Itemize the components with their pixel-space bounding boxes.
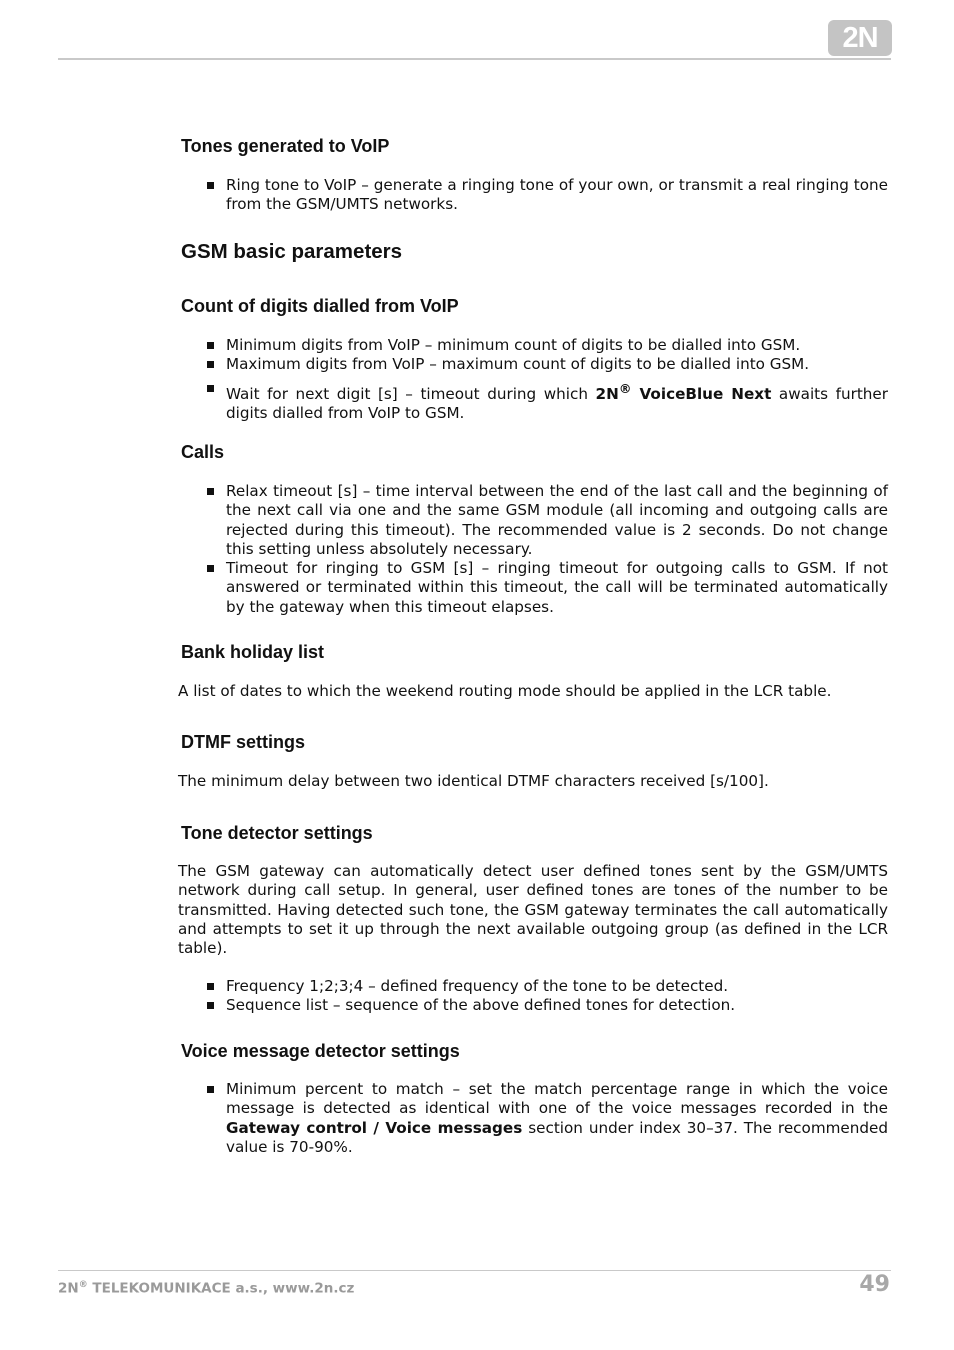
registered-mark: ® (78, 1280, 88, 1290)
bullet-icon (207, 1002, 214, 1009)
list-digits (178, 336, 888, 423)
product-name: VoiceBlue Next (631, 384, 772, 403)
bullet-icon (207, 385, 214, 392)
paragraph-dtmf: The minimum delay between two identical DTMF characters received [s/100]. (178, 772, 769, 790)
bullet-icon (207, 565, 214, 572)
heading-bank-holiday-list: Bank holiday list (181, 642, 325, 662)
list-item: Ring tone to VoIP – generate a ringing tone of your own, or transmit a real ringing tone from the GSM/UMTS networks. (178, 176, 888, 215)
list-item: Maximum digits from VoIP – maximum count of digits to be dialled into GSM. (178, 355, 888, 374)
company-logo: 2N (828, 20, 892, 56)
heading-tone-detector-settings: Tone detector settings (181, 823, 373, 843)
paragraph-tone-detector: The GSM gateway can automatically detect user defined tones sent by the GSM/UMTS network during call setup. In general, user defined tones are tones of the number to be transmitted. Having detected such tone, the GSM gateway terminates the call automatically and attempts to set it up through the next available outgoing group (as defined in the LCR table). (178, 862, 888, 958)
list-item: Wait for next digit [s] – timeout during which 2N® VoiceBlue Next awaits further digits dialled from VoIP to GSM. (178, 379, 888, 424)
footer-divider (58, 1270, 891, 1271)
bullet-icon (207, 983, 214, 990)
list-item: Timeout for ringing to GSM [s] – ringing timeout for outgoing calls to GSM. If not answered or terminated within this timeout, the call will be terminated automatically by the gateway when this timeout elapses. (178, 559, 888, 617)
list-item: Minimum digits from VoIP – minimum count of digits to be dialled into GSM. (178, 336, 888, 355)
list-tone-detector (178, 977, 888, 1016)
bullet-icon (207, 342, 214, 349)
list-item: Sequence list – sequence of the above defined tones for detection. (178, 996, 888, 1015)
heading-gsm-basic-parameters: GSM basic parameters (181, 240, 403, 263)
registered-mark: ® (618, 380, 632, 396)
list-calls (178, 482, 888, 617)
bullet-icon (207, 361, 214, 368)
page-number: 49 (859, 1272, 890, 1297)
list-voice (178, 1080, 888, 1157)
bullet-icon (207, 182, 214, 189)
paragraph-bank-holiday: A list of dates to which the weekend routing mode should be applied in the LCR table. (178, 682, 832, 700)
heading-count-of-digits: Count of digits dialled from VoIP (181, 296, 459, 316)
bullet-icon (207, 488, 214, 495)
list-item: Relax timeout [s] – time interval between the end of the last call and the beginning of the next call via one and the same GSM module (all incoming and outgoing calls are rejected during this timeout). The recommended value is 2 seconds. Do not change this setting unless absolutely necessary. (178, 482, 888, 559)
heading-voice-message-detector: Voice message detector settings (181, 1041, 460, 1061)
footer-company: 2N® TELEKOMUNIKACE a.s., www.2n.cz (58, 1280, 355, 1297)
heading-calls: Calls (181, 442, 225, 462)
bullet-icon (207, 1086, 214, 1093)
brand-name: 2N (595, 384, 619, 403)
list-tones (178, 176, 888, 215)
heading-tones-to-voip: Tones generated to VoIP (181, 136, 390, 156)
heading-dtmf-settings: DTMF settings (181, 732, 305, 752)
list-item: Minimum percent to match – set the match percentage range in which the voice message is detected as identical with one of the voice messages recorded in the Gateway control / Voice messages section under index 30–37. The recommended value is 70-90%. (178, 1080, 888, 1157)
list-item: Frequency 1;2;3;4 – defined frequency of the tone to be detected. (178, 977, 888, 996)
header-divider (58, 58, 891, 60)
menu-path: Gateway control / Voice messages (226, 1118, 523, 1137)
